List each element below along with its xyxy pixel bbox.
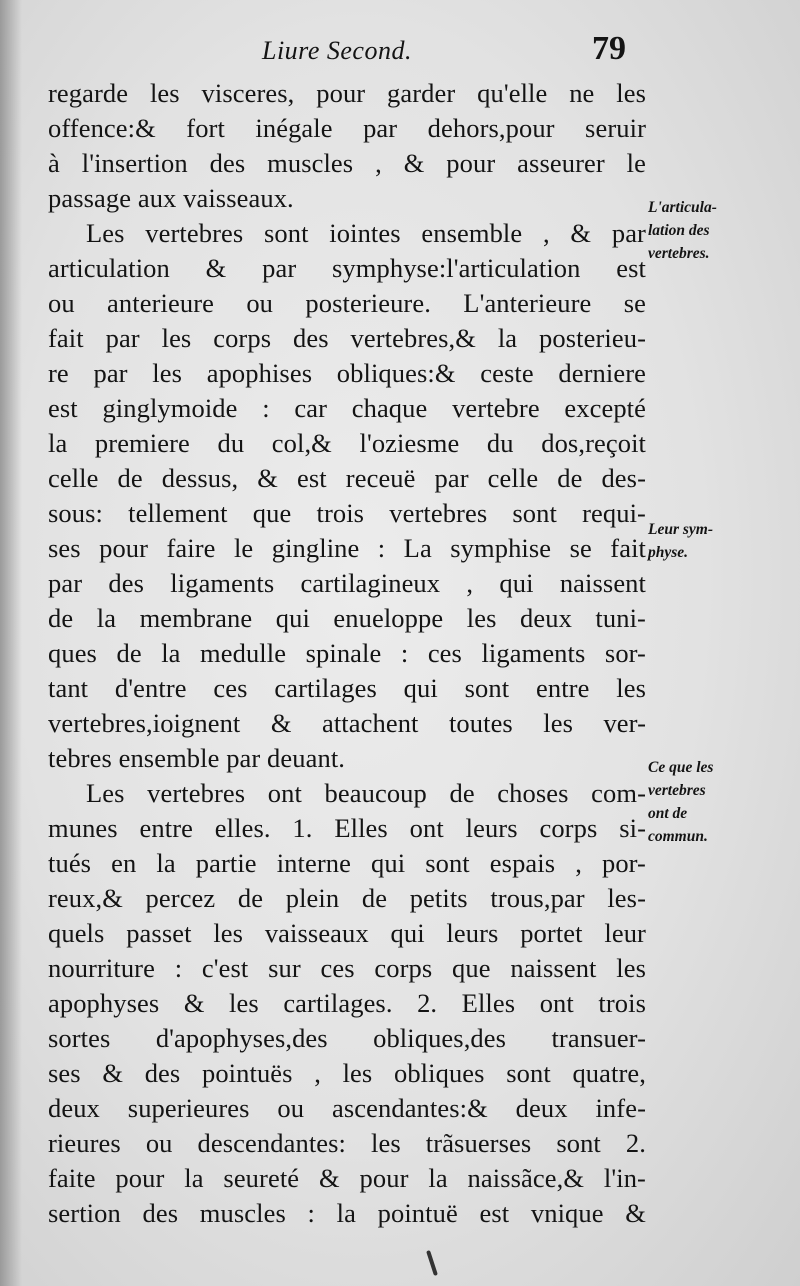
margin-note-line: vertebres.: [648, 245, 710, 262]
text-line: offence:& fort inégale par dehors,pour seruir: [48, 113, 646, 143]
margin-note-commun: [648, 756, 788, 848]
running-head: Liure Second.: [262, 36, 412, 65]
text-line: à l'insertion des muscles , & pour asseurer le: [48, 148, 646, 178]
text-line: est ginglymoide : car chaque vertebre excepté: [48, 393, 646, 423]
text-line: passage aux vaisseaux.: [48, 183, 294, 213]
text-line: ses pour faire le gingline : La symphise se fait: [48, 533, 646, 563]
margin-note-line: Ce que les: [648, 759, 714, 776]
text-line: sortes d'apophyses,des obliques,des transuer-: [48, 1023, 646, 1053]
margin-note-line: lation des: [648, 222, 710, 239]
gutter-shadow: [0, 0, 22, 1286]
text-line: vertebres,ioignent & attachent toutes les ver-: [48, 708, 646, 738]
ink-mark: [426, 1250, 438, 1276]
text-line: ou anterieure ou posterieure. L'anterieure se: [48, 288, 646, 318]
text-line: tués en la partie interne qui sont espais , por-: [48, 848, 646, 878]
text-line: tebres ensemble par deuant.: [48, 743, 346, 773]
text-line: quels passet les vaisseaux qui leurs portet leur: [48, 918, 646, 948]
body-text: [48, 76, 646, 1231]
text-line: regarde les visceres, pour garder qu'elle ne les: [48, 78, 646, 108]
margin-note-line: physe.: [648, 544, 689, 561]
text-line: la premiere du col,& l'oziesme du dos,reçoit: [48, 428, 646, 458]
text-line: sertion des muscles : la pointuë est vnique &: [48, 1198, 646, 1228]
text-line: rieures ou descendantes: les trãsuerses sont 2.: [48, 1128, 646, 1158]
text-line: apophyses & les cartilages. 2. Elles ont trois: [48, 988, 646, 1018]
margin-note-line: commun.: [648, 828, 708, 845]
page-number: 79: [592, 30, 626, 67]
text-line: reux,& percez de plein de petits trous,par les-: [48, 883, 646, 913]
margin-note-symphyse: [648, 518, 788, 564]
text-line: faite pour la seureté & pour la naissãce,& l'in-: [48, 1163, 646, 1193]
margin-note-line: L'articula-: [648, 199, 717, 216]
text-line: Les vertebres sont iointes ensemble , & par: [86, 218, 646, 248]
text-line: ses & des pointuës , les obliques sont quatre,: [48, 1058, 646, 1088]
text-line: sous: tellement que trois vertebres sont requi-: [48, 498, 646, 528]
text-line: Les vertebres ont beaucoup de choses com-: [86, 778, 646, 808]
text-line: deux superieures ou ascendantes:& deux infe-: [48, 1093, 646, 1123]
text-line: re par les apophises obliques:& ceste derniere: [48, 358, 646, 388]
text-line: munes entre elles. 1. Elles ont leurs corps si-: [48, 813, 646, 843]
margin-note-line: Leur sym-: [648, 521, 714, 538]
text-line: ques de la medulle spinale : ces ligaments sor-: [48, 638, 646, 668]
text-line: tant d'entre ces cartilages qui sont entre les: [48, 673, 646, 703]
text-line: de la membrane qui enueloppe les deux tuni-: [48, 603, 646, 633]
margin-note-articulation: [648, 196, 788, 265]
margin-note-line: vertebres: [648, 782, 706, 799]
text-line: fait par les corps des vertebres,& la posterieu-: [48, 323, 646, 353]
text-line: articulation & par symphyse:l'articulation est: [48, 253, 646, 283]
text-line: celle de dessus, & est receuë par celle de des-: [48, 463, 646, 493]
text-line: nourriture : c'est sur ces corps que naissent les: [48, 953, 646, 983]
margin-note-line: ont de: [648, 805, 688, 822]
text-line: par des ligaments cartilagineux , qui naissent: [48, 568, 646, 598]
